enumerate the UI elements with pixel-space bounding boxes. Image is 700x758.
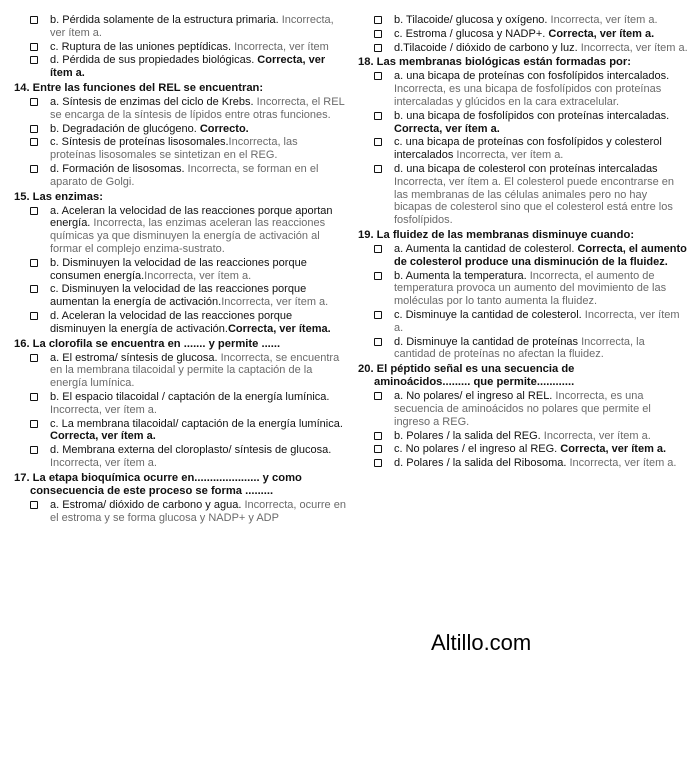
answer-option[interactable] <box>358 309 688 335</box>
option-feedback: Incorrecta, la cantidad de proteínas no afectan la fluidez. <box>394 335 645 361</box>
checkbox-icon[interactable] <box>374 272 382 280</box>
option-feedback: Incorrecta, ver ítem a. <box>50 14 334 39</box>
checkbox-icon[interactable] <box>374 459 382 467</box>
checkbox-icon[interactable] <box>374 245 382 253</box>
option-feedback: Incorrecta, ver ítem a. <box>221 296 329 309</box>
answer-option[interactable] <box>14 14 346 40</box>
answer-option[interactable] <box>358 430 688 443</box>
question-title-text: 16. La clorofila se encuentra en ....... y permite ...... <box>14 337 281 350</box>
checkbox-icon[interactable] <box>30 98 38 106</box>
answer-option[interactable] <box>358 110 688 136</box>
answer-option[interactable] <box>14 41 346 54</box>
question-title-text: 19. La fluidez de las membranas disminuye cuando: <box>358 228 635 241</box>
checkbox-icon[interactable] <box>30 285 38 293</box>
checkbox-icon[interactable] <box>374 138 382 146</box>
answer-option[interactable] <box>14 310 346 336</box>
checkbox-icon[interactable] <box>30 420 38 428</box>
option-text: a. No polares/ el ingreso al REL. <box>394 390 553 403</box>
answer-option[interactable] <box>14 96 346 122</box>
option-feedback: Incorrecta, ver ítem a. <box>394 308 680 334</box>
option-feedback: Incorrecta, ver ítem a. <box>144 269 252 282</box>
answer-option[interactable] <box>14 123 346 136</box>
answer-option[interactable] <box>358 336 688 362</box>
option-feedback: Incorrecta, ver ítem a. <box>577 41 688 54</box>
answer-option[interactable] <box>14 283 346 309</box>
option-text: a. Aceleran la velocidad de las reacciones porque aportan energía. <box>50 204 333 230</box>
answer-option[interactable] <box>358 163 688 227</box>
option-feedback: Incorrecta, ver ítem a. <box>50 403 157 416</box>
checkbox-icon[interactable] <box>30 138 38 146</box>
checkbox-icon[interactable] <box>30 312 38 320</box>
option-feedback: Incorrecta, ver ítem a. <box>453 149 564 162</box>
option-text: b. Degradación de glucógeno. <box>50 122 197 135</box>
checkbox-icon[interactable] <box>30 393 38 401</box>
option-text: a. una bicapa de proteínas con fosfolípidos intercalados. <box>394 70 670 83</box>
checkbox-icon[interactable] <box>374 112 382 120</box>
option-text: c. No polares / el ingreso al REG. <box>394 443 558 456</box>
option-correct-note: Correcta, el aumento de colesterol produce una disminución de la fluidez. <box>394 242 687 268</box>
option-feedback: Incorrecta, ver ítem a. <box>50 456 157 469</box>
checkbox-icon[interactable] <box>374 30 382 38</box>
answer-option[interactable] <box>358 270 688 308</box>
answer-option[interactable] <box>358 14 688 27</box>
option-text: c. Disminuyen la velocidad de las reacciones porque aumentan la energía de activación. <box>50 283 307 309</box>
option-text: d. Formación de lisosomas. <box>50 162 185 175</box>
answer-option[interactable] <box>14 257 346 283</box>
option-feedback: Incorrecta, es una bicapa de fosfolípidos con proteínas intercaladas y glúcidos en la cara extracelular. <box>394 83 662 108</box>
option-text: c. Síntesis de proteínas lisosomales. <box>50 136 229 149</box>
checkbox-icon[interactable] <box>30 165 38 173</box>
option-feedback: Incorrecta, ver ítem <box>231 40 329 53</box>
option-text: c. una bicapa de proteínas con fosfolípidos y colesterol intercalados <box>394 136 662 162</box>
answer-option[interactable] <box>358 390 688 428</box>
question-title-text: 17. La etapa bioquímica ocurre en..................... y como <box>14 471 302 484</box>
checkbox-icon[interactable] <box>374 392 382 400</box>
option-text: a. Aumenta la cantidad de colesterol. <box>394 242 575 255</box>
checkbox-icon[interactable] <box>30 354 38 362</box>
checkbox-icon[interactable] <box>374 165 382 173</box>
option-text: c. Ruptura de las uniones peptídicas. <box>50 40 232 53</box>
option-correct-note: Correcta, ver ítem a. <box>50 430 156 443</box>
question-title <box>14 472 346 498</box>
question-title <box>358 56 688 69</box>
answer-option[interactable] <box>358 28 688 41</box>
option-feedback: Incorrecta, se encuentra en la membrana tilacoidal y permite la captación de la energía lumínica. <box>50 351 340 390</box>
option-text: c. Estroma / glucosa y NADP+. <box>394 27 546 40</box>
answer-option[interactable] <box>14 391 346 417</box>
option-text: b. Aumenta la temperatura. <box>394 269 527 282</box>
option-feedback: Incorrecta, las proteínas lisosomales se sintetizan en el REG. <box>50 136 298 162</box>
option-text: d. Membrana externa del cloroplasto/ síntesis de glucosa. <box>50 444 332 457</box>
answer-option[interactable] <box>14 163 346 189</box>
question-title-text: 20. El péptido señal es una secuencia de <box>358 363 575 376</box>
option-feedback: Incorrecta, ver ítem a. <box>547 14 658 26</box>
option-correct-note: Correcta, ver ítem a. <box>557 443 667 456</box>
checkbox-icon[interactable] <box>30 501 38 509</box>
answer-option[interactable] <box>358 457 688 470</box>
checkbox-icon[interactable] <box>30 43 38 51</box>
option-feedback: Incorrecta, ver ítem a. <box>540 429 651 442</box>
answer-option[interactable] <box>358 443 688 456</box>
option-feedback: Incorrecta, el aumento de temperatura provoca un aumento del movimiento de las moléculas por lo tanto aumenta la fluidez. <box>394 269 667 308</box>
right-column <box>358 14 688 471</box>
option-feedback: Incorrecta, se forman en el aparato de Golgi. <box>50 162 319 188</box>
checkbox-icon[interactable] <box>30 207 38 215</box>
option-text: b. Tilacoide/ glucosa y oxígeno. <box>394 14 548 26</box>
answer-option[interactable] <box>14 205 346 256</box>
answer-option[interactable] <box>14 444 346 470</box>
answer-option[interactable] <box>14 499 346 525</box>
checkbox-icon[interactable] <box>374 16 382 24</box>
option-text: d. Aceleran la velocidad de las reacciones porque disminuyen la energía de activación. <box>50 309 293 335</box>
option-text: b. una bicapa de fosfolípidos con proteínas intercaladas. <box>394 109 670 122</box>
option-text: d.Tilacoide / dióxido de carbono y luz. <box>394 41 578 54</box>
answer-option[interactable] <box>14 418 346 444</box>
option-text: d. Polares / la salida del Ribosoma. <box>394 457 567 470</box>
checkbox-icon[interactable] <box>30 16 38 24</box>
checkbox-icon[interactable] <box>374 445 382 453</box>
question-title <box>358 363 688 389</box>
question-title-text: 18. Las membranas biológicas están formadas por: <box>358 56 631 69</box>
answer-option[interactable] <box>358 136 688 162</box>
left-column <box>14 14 346 525</box>
option-text: c. La membrana tilacoidal/ captación de la energía lumínica. <box>50 417 343 430</box>
option-text: b. El espacio tilacoidal / captación de la energía lumínica. <box>50 390 330 403</box>
option-text: d. Pérdida de sus propiedades biológicas. <box>50 54 255 67</box>
answer-option[interactable] <box>14 54 346 80</box>
question-title-continuation: aminoácidos......... que permite............ <box>374 376 575 389</box>
answer-option[interactable] <box>358 243 688 269</box>
question-title-text: 15. Las enzimas: <box>14 190 103 203</box>
question-title-continuation: consecuencia de este proceso se forma ......... <box>30 484 274 497</box>
checkbox-icon[interactable] <box>374 44 382 52</box>
option-correct-note: Correcta, ver ítem a. <box>50 54 326 80</box>
option-text: b. Pérdida solamente de la estructura primaria. <box>50 14 279 26</box>
option-feedback: Incorrecta, las enzimas aceleran las reacciones químicas ya que disminuyen la energía de activación al formar el complejo enzima-sustrato. <box>50 217 326 255</box>
option-feedback: Incorrecta, ocurre en el estroma y se forma glucosa y NADP+ y ADP <box>50 498 346 524</box>
option-text: d. Disminuye la cantidad de proteínas <box>394 335 579 348</box>
question-title <box>14 338 346 351</box>
option-text: a. Síntesis de enzimas del ciclo de Krebs. <box>50 95 254 108</box>
option-text: a. El estroma/ síntesis de glucosa. <box>50 351 218 364</box>
option-feedback: Incorrecta, ver ítem a. <box>566 457 677 470</box>
checkbox-icon[interactable] <box>30 125 38 133</box>
question-title <box>14 191 346 204</box>
option-correct-note: Correcta, ver ítema. <box>227 322 331 335</box>
checkbox-icon[interactable] <box>30 259 38 267</box>
option-text: b. Disminuyen la velocidad de las reacciones porque consumen energía. <box>50 256 307 282</box>
question-title <box>14 82 346 95</box>
option-feedback: Incorrecta, es una secuencia de aminoácidos no polares que permite el ingreso a REG. <box>394 390 651 428</box>
checkbox-icon[interactable] <box>374 72 382 80</box>
answer-option[interactable] <box>358 42 688 55</box>
option-text: a. Estroma/ dióxido de carbono y agua. <box>50 498 242 511</box>
option-correct-note: Correcto. <box>196 122 249 135</box>
option-text: d. una bicapa de colesterol con proteínas intercaladas <box>394 162 658 175</box>
question-title <box>358 229 688 242</box>
option-correct-note: Correcta, ver ítem a. <box>545 27 655 40</box>
checkbox-icon[interactable] <box>30 446 38 454</box>
answer-option[interactable] <box>358 70 688 108</box>
checkbox-icon[interactable] <box>374 432 382 440</box>
answer-option[interactable] <box>14 136 346 162</box>
checkbox-icon[interactable] <box>30 56 38 64</box>
answer-option[interactable] <box>14 352 346 390</box>
question-title-text: 14. Entre las funciones del REL se encuentran: <box>14 81 264 94</box>
option-text: b. Polares / la salida del REG. <box>394 429 541 442</box>
checkbox-icon[interactable] <box>374 311 382 319</box>
option-text: c. Disminuye la cantidad de colesterol. <box>394 308 582 321</box>
option-feedback: Incorrecta, ver ítem a. El colesterol puede encontrarse en las membranas de las células animales pero no hay bicapas de colesterol sino que el colesterol está entre los fosfolípidos. <box>394 175 675 227</box>
checkbox-icon[interactable] <box>374 338 382 346</box>
option-feedback: Incorrecta, el REL se encarga de la síntesis de lípidos entre otras funciones. <box>50 95 345 121</box>
option-correct-note: Correcta, ver ítem a. <box>394 122 500 135</box>
brand-watermark: Altillo.com <box>431 630 532 655</box>
